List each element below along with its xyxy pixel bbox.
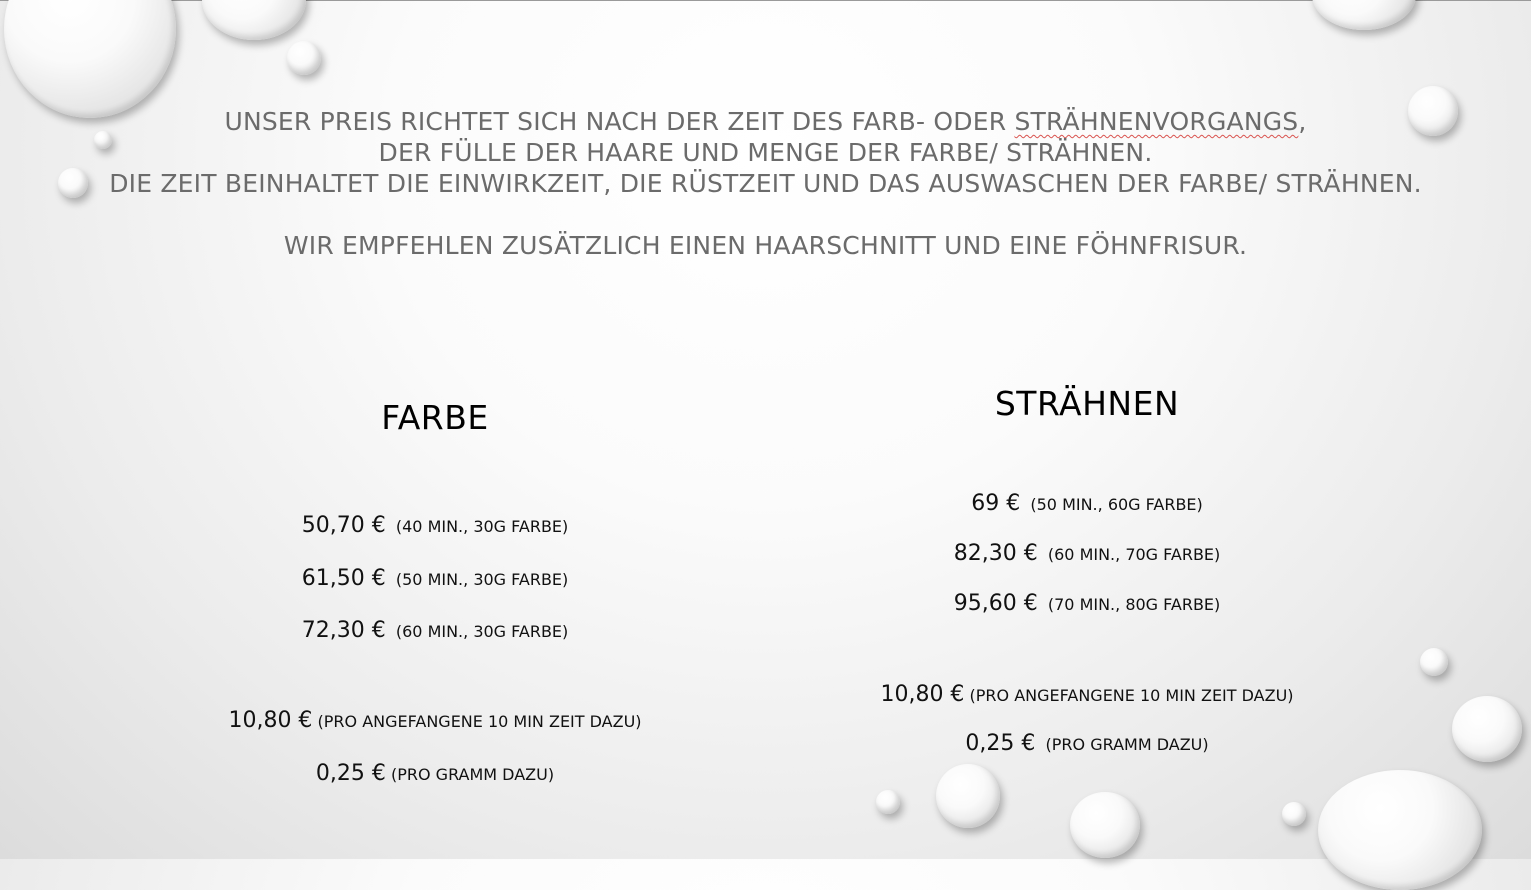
water-drop-decoration xyxy=(1282,802,1306,826)
farbe-heading: FARBE xyxy=(381,398,489,437)
straehnen-row: 69 € (50 MIN., 60G FARBE) xyxy=(971,491,1203,516)
farbe-row: 50,70 € (40 MIN., 30G FARBE) xyxy=(301,513,569,538)
farbe-extra-row: 0,25 € (PRO GRAMM DAZU) xyxy=(315,761,555,786)
water-drop-decoration xyxy=(936,764,1000,828)
intro-line-3: DIE ZEIT BEINHALTET DIE EINWIRKZEIT, DIE RÜSTZEIT UND DAS AUSWASCHEN DER FARBE/ STRÄHNEN. xyxy=(109,169,1422,198)
straehnen-extra-row: 0,25 € (PRO GRAMM DAZU) xyxy=(965,731,1209,756)
water-drop-decoration xyxy=(876,790,900,814)
straehnen-extra-row: 10,80 € (PRO ANGEFANGENE 10 MIN ZEIT DAZU) xyxy=(880,682,1294,707)
intro-line-4: WIR EMPFEHLEN ZUSÄTZLICH EINEN HAARSCHNITT UND EINE FÖHNFRISUR. xyxy=(283,231,1248,260)
water-drop-decoration xyxy=(287,41,321,75)
water-drop-decoration xyxy=(1318,770,1482,890)
water-drop-decoration xyxy=(1452,696,1522,762)
water-drop-decoration xyxy=(1312,0,1416,30)
farbe-extra-row: 10,80 € (PRO ANGEFANGENE 10 MIN ZEIT DAZU) xyxy=(228,708,642,733)
water-drop-decoration xyxy=(202,0,306,40)
intro-line-2: DER FÜLLE DER HAARE UND MENGE DER FARBE/ STRÄHNEN. xyxy=(378,138,1153,167)
intro-text-block xyxy=(80,106,1451,261)
farbe-row: 61,50 € (50 MIN., 30G FARBE) xyxy=(301,566,569,591)
straehnen-row: 82,30 € (60 MIN., 70G FARBE) xyxy=(953,541,1221,566)
misspelled-word: STRÄHNENVORGANGS xyxy=(1014,107,1299,136)
straehnen-row: 95,60 € (70 MIN., 80G FARBE) xyxy=(953,591,1221,616)
farbe-row: 72,30 € (60 MIN., 30G FARBE) xyxy=(301,618,569,643)
water-drop-decoration xyxy=(4,0,176,118)
intro-line-1: UNSER PREIS RICHTET SICH NACH DER ZEIT DES FARB- ODER STRÄHNENVORGANGS, xyxy=(224,107,1307,136)
straehnen-heading: STRÄHNEN xyxy=(994,384,1180,423)
water-drop-decoration xyxy=(1070,792,1140,858)
water-drop-decoration xyxy=(1420,648,1448,676)
